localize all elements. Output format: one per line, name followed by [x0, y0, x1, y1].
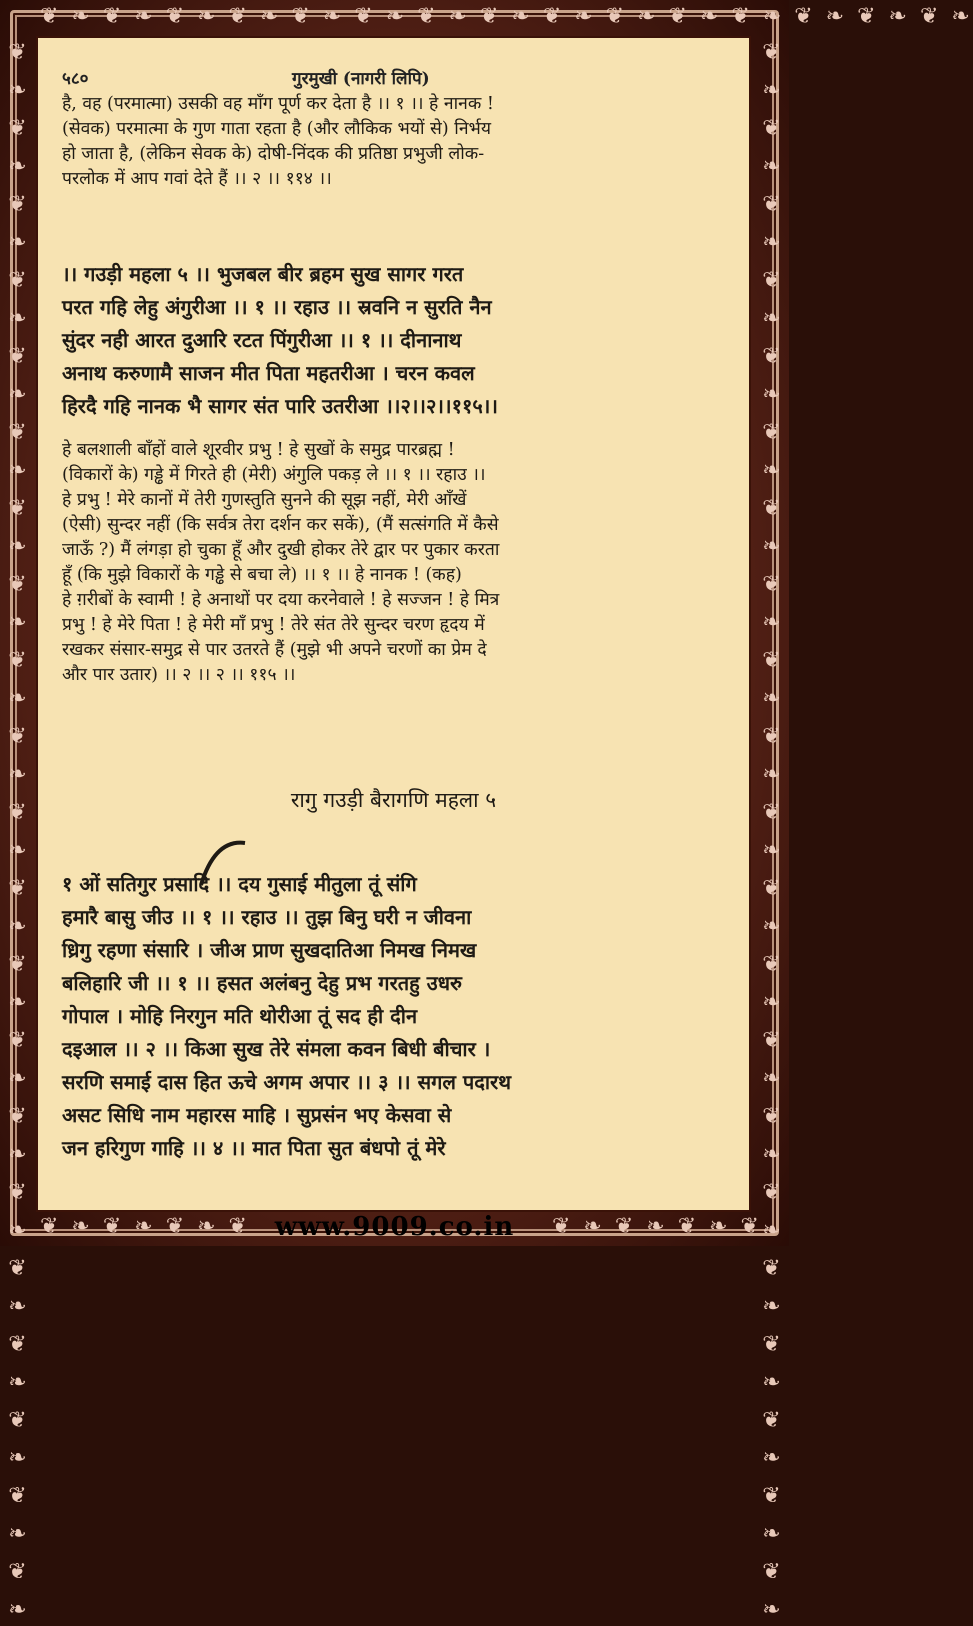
bottom-ornament-right: ❦ ❧ ❦ ❧ ❦ ❧ ❦	[552, 1214, 762, 1239]
text-line: है, वह (परमात्मा) उसकी वह माँग पूर्ण कर देता है ।। १ ।। हे नानक !	[62, 94, 494, 114]
verse-line: असट सिधि नाम महारस माहि । सुप्रसंन भए केसवा से	[62, 1103, 452, 1127]
verse-line: परत गहि लेहु अंगुरीआ ।। १ ।। रहाउ ।। स्रवनि न सुरति नैन	[62, 295, 492, 319]
text-line: (ऐसी) सुन्दर नहीं (कि सर्वत्र तेरा दर्शन कर सकें), (मैं सत्संगति में कैसे	[62, 515, 499, 535]
gurbani-verse-2	[62, 868, 722, 1165]
text-line: रखकर संसार-समुद्र से पार उतरते हैं (मुझे भी अपने चरणों का प्रेम दे	[62, 640, 487, 660]
gurbani-verse-1	[62, 258, 722, 423]
verse-line: दइआल ।। २ ।। किआ सुख तेरे संमला कवन बिधी बीचार ।	[62, 1037, 491, 1061]
text-line: जाऊँ ?) मैं लंगड़ा हो चुका हूँ और दुखी होकर तेरे द्वार पर पुकार करता	[62, 540, 500, 560]
verse-line: सरणि समाई दास हित ऊचे अगम अपार ।। ३ ।। सगल पदारथ	[62, 1070, 512, 1094]
top-ornament: ❦ ❧ ❦ ❧ ❦ ❧ ❦ ❧ ❦ ❧ ❦ ❧ ❦ ❧ ❦ ❧ ❦ ❧ ❦ ❧ ❦ ❧ ❦ ❧ ❦ ❧ ❦ ❧ ❦ ❧	[40, 4, 973, 29]
left-ornament: ❦ ❧ ❦ ❧ ❦ ❧ ❦ ❧ ❦ ❧ ❦ ❧ ❦ ❧ ❦ ❧ ❦ ❧ ❦ ❧ ❦ ❧ ❦ ❧ ❦ ❧ ❦ ❧ ❦ ❧ ❦ ❧ ❦ ❧ ❦ ❧ ❦ ❧ ❦ ❧ ❦ ❧	[5, 40, 30, 1626]
page-number: ५८०	[62, 69, 89, 89]
text-line: हूँ (कि मुझे विकारों के गड्ढे से बचा ले) ।। १ ।। हे नानक ! (कह)	[62, 565, 462, 585]
translation-paragraph-2	[62, 438, 722, 688]
verse-line: सुंदर नही आरत दुआरि रटत पिंगुरीआ ।। १ ।। दीनानाथ	[62, 328, 462, 352]
verse-line: जन हरिगुण गाहि ।। ४ ।। मात पिता सुत बंधपो तूं मेरे	[62, 1136, 446, 1160]
text-line: हे प्रभु ! मेरे कानों में तेरी गुणस्तुति सुनने की सूझ नहीं, मेरी आँखें	[62, 490, 467, 510]
page-title: गुरमुखी (नागरी लिपि)	[292, 69, 430, 89]
verse-line: हमारै बासु जीउ ।। १ ।। रहाउ ।। तुझ बिनु घरी न जीवना	[62, 905, 472, 929]
verse-line: बलिहारि जी ।। १ ।। हसत अलंबनु देहु प्रभ गरतहु उधरु	[62, 971, 462, 995]
text-line: (सेवक) परमात्मा के गुण गाता रहता है (और लौकिक भयों से) निर्भय	[62, 119, 491, 139]
bottom-ornament-left: ❦ ❧ ❦ ❧ ❦ ❧ ❦	[40, 1214, 250, 1239]
translation-paragraph-1	[62, 92, 722, 192]
text-line: हे ग़रीबों के स्वामी ! हे अनाथों पर दया करनेवाले ! हे सज्जन ! हे मित्र	[62, 590, 500, 610]
verse-line: १ ओं सतिगुर प्रसादि ।। दय गुसाई मीतुला तूं संगि	[62, 872, 417, 896]
right-ornament: ❦ ❧ ❦ ❧ ❦ ❧ ❦ ❧ ❦ ❧ ❦ ❧ ❦ ❧ ❦ ❧ ❦ ❧ ❦ ❧ ❦ ❧ ❦ ❧ ❦ ❧ ❦ ❧ ❦ ❧ ❦ ❧ ❦ ❧ ❦ ❧ ❦ ❧ ❦ ❧ ❦ ❧	[759, 40, 784, 1626]
verse-line: गोपाल । मोहि निरगुन मति थोरीआ तूं सद ही दीन	[62, 1004, 418, 1028]
text-line: हे बलशाली बाँहों वाले शूरवीर प्रभु ! हे सुखों के समुद्र पारब्रह्म !	[62, 440, 455, 460]
scripture-page	[38, 38, 749, 1210]
verse-line: ।। गउड़ी महला ५ ।। भुजबल बीर ब्रहम सुख सागर गरत	[62, 262, 464, 286]
text-line: (विकारों के) गड्ढे में गिरते ही (मेरी) अंगुलि पकड़ ले ।। १ ।। रहाउ ।।	[62, 465, 486, 485]
text-line: प्रभु ! हे मेरे पिता ! हे मेरी माँ प्रभु ! तेरे संत तेरे सुन्दर चरण हृदय में	[62, 615, 485, 635]
verse-line: हिरदै गहि नानक भै सागर संत पारि उतरीआ ।।२।।२।।११५।।	[62, 394, 498, 418]
raag-heading: रागु गउड़ी बैरागणि महला ५	[290, 788, 497, 812]
text-line: परलोक में आप गवां देते हैं ।। २ ।। ११४ ।।	[62, 169, 332, 189]
verse-line: अनाथ करुणामै साजन मीत पिता महतरीआ । चरन कवल	[62, 361, 475, 385]
text-line: हो जाता है, (लेकिन सेवक के) दोषी-निंदक की प्रतिष्ठा प्रभुजी लोक-	[62, 144, 485, 164]
website-footer: www.9009.co.in	[274, 1212, 515, 1242]
verse-line: ध्रिगु रहणा संसारि । जीअ प्राण सुखदातिआ निमख निमख	[62, 938, 477, 962]
page-header	[62, 66, 702, 92]
text-line: और पार उतार) ।। २ ।। २ ।। ११५ ।।	[62, 665, 296, 685]
